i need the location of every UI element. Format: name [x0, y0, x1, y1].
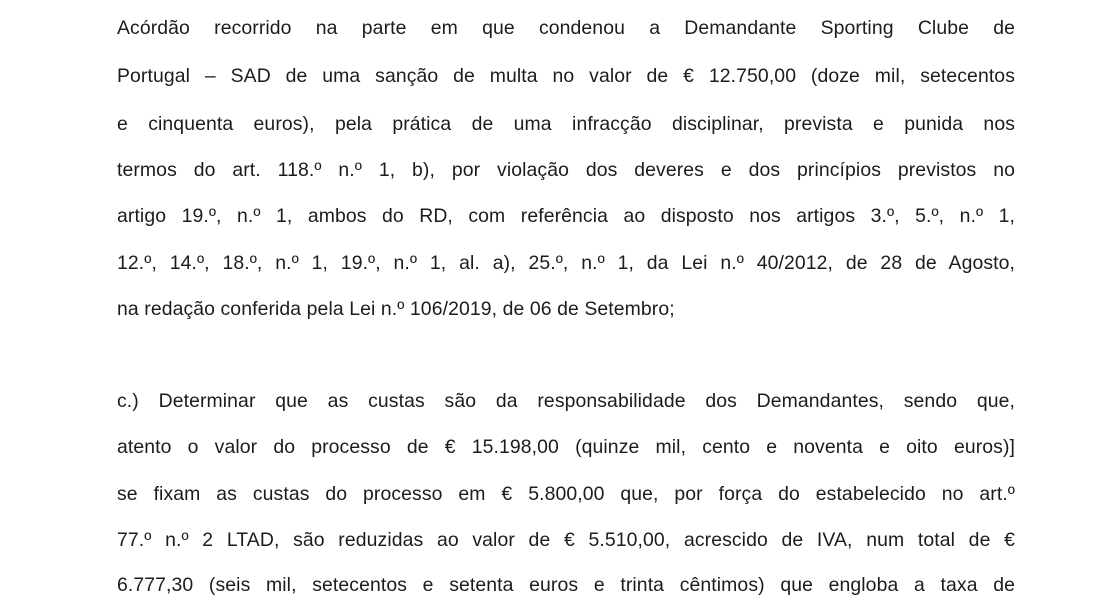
paragraph-b-line-1: Acórdão recorrido na parte em que condenou a Demandante Sporting Clube de [117, 17, 1015, 39]
paragraph-b-line-7: na redação conferida pela Lei n.º 106/2019, de 06 de Setembro; [117, 298, 675, 320]
paragraph-b-line-2: Portugal – SAD de uma sanção de multa no valor de € 12.750,00 (doze mil, setecentos [117, 65, 1015, 87]
paragraph-c-line-2: atento o valor do processo de € 15.198,00 (quinze mil, cento e noventa e oito euros)] [117, 436, 1015, 458]
paragraph-b-line-4: termos do art. 118.º n.º 1, b), por violação dos deveres e dos princípios previstos no [117, 159, 1015, 181]
paragraph-b-line-5: artigo 19.º, n.º 1, ambos do RD, com referência ao disposto nos artigos 3.º, 5.º, n.º 1, [117, 205, 1015, 227]
paragraph-c-line-1: c.) Determinar que as custas são da responsabilidade dos Demandantes, sendo que, [117, 390, 1015, 412]
paragraph-b-line-3: e cinquenta euros), pela prática de uma infracção disciplinar, prevista e punida nos [117, 113, 1015, 135]
paragraph-c-line-5: 6.777,30 (seis mil, setecentos e setenta euros e trinta cêntimos) que engloba a taxa de [117, 574, 1015, 596]
paragraph-c-line-4: 77.º n.º 2 LTAD, são reduzidas ao valor de € 5.510,00, acrescido de IVA, num total de € [117, 529, 1015, 551]
paragraph-c-line-3: se fixam as custas do processo em € 5.800,00 que, por força do estabelecido no art.º [117, 483, 1015, 505]
paragraph-b-line-6: 12.º, 14.º, 18.º, n.º 1, 19.º, n.º 1, al. a), 25.º, n.º 1, da Lei n.º 40/2012, de 28 de Agosto, [117, 252, 1015, 274]
